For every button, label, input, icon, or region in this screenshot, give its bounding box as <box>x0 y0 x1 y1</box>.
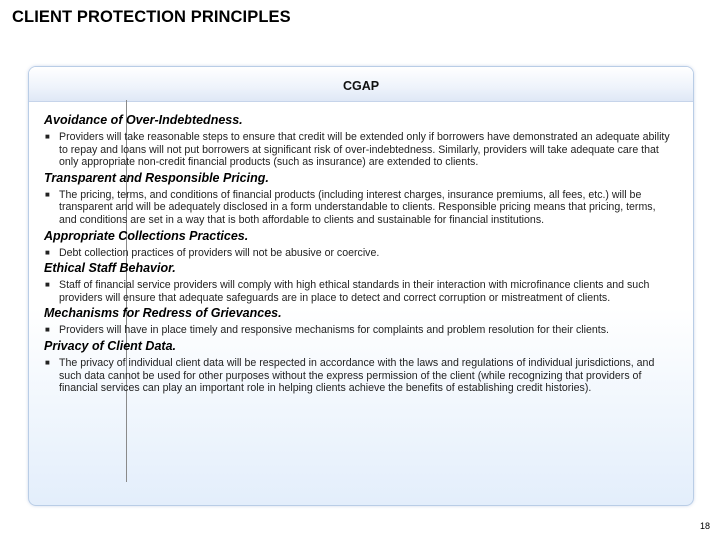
principle-heading: Mechanisms for Redress of Grievances. <box>44 306 282 321</box>
panel-header-label: CGAP <box>342 79 380 93</box>
principle-section <box>44 306 676 337</box>
principle-section <box>44 171 676 227</box>
principle-text: The pricing, terms, and conditions of financial products (including interest charges, insurance premiums, all fees, etc.) will be transparent and will be adequately disclosed in a form understandable to clients. Responsible pricing means that pricing, terms, and conditions are set in a way that is both affordable to clients and sustainable for financial institutions. <box>59 188 656 226</box>
principle-heading: Privacy of Client Data. <box>44 338 176 353</box>
principle-heading: Avoidance of Over-Indebtedness. <box>44 113 243 127</box>
principle-bullet <box>44 189 676 227</box>
square-bullet-icon: ■ <box>45 247 50 257</box>
principle-heading: Ethical Staff Behavior. <box>44 261 176 276</box>
page-number: 18 <box>699 521 710 531</box>
principle-bullet <box>44 131 676 169</box>
principle-text: Debt collection practices of providers will not be abusive or coercive. <box>59 246 380 259</box>
principle-heading: Transparent and Responsible Pricing. <box>44 170 269 185</box>
square-bullet-icon: ■ <box>45 325 50 335</box>
principle-bullet <box>44 247 676 260</box>
principle-section <box>44 229 676 260</box>
principles-list <box>44 113 676 397</box>
slide-title: CLIENT PROTECTION PRINCIPLES <box>12 8 291 26</box>
square-bullet-icon: ■ <box>45 280 50 290</box>
square-bullet-icon: ■ <box>45 189 50 199</box>
square-bullet-icon: ■ <box>45 357 50 367</box>
principle-heading: Appropriate Collections Practices. <box>44 228 249 243</box>
square-bullet-icon: ■ <box>45 132 50 141</box>
principle-text: Providers will have in place timely and responsive mechanisms for complaints and problem resolution for their clients. <box>59 324 609 337</box>
principle-text: Staff of financial service providers will comply with high ethical standards in their interaction with microfinance clients and such providers will ensure that adequate safeguards are in place to detect and correct corruption or mistreatment of clients. <box>59 279 650 304</box>
principle-text: Providers will take reasonable steps to ensure that credit will be extended only if borrowers have demonstrated an adequate ability to repay and loans will not put borrowers at significant risk of over-indebtedness. Similarly, providers will take adequate care that only appropriate non-credit financial products (such as insurance) are extended to clients. <box>59 131 670 169</box>
principle-section <box>44 113 676 169</box>
principle-bullet <box>44 357 676 395</box>
principle-section <box>44 339 676 395</box>
panel-header <box>29 67 693 102</box>
principle-section <box>44 261 676 304</box>
principle-bullet <box>44 279 676 304</box>
principle-text: The privacy of individual client data will be respected in accordance with the laws and regulations of individual jurisdictions, and such data cannot be used for other purposes without the express permission of the client (while recognizing that providers of financial services can play an important role in helping clients achieve the benefits of establishing credit histories). <box>59 356 655 395</box>
principle-bullet <box>44 324 676 337</box>
